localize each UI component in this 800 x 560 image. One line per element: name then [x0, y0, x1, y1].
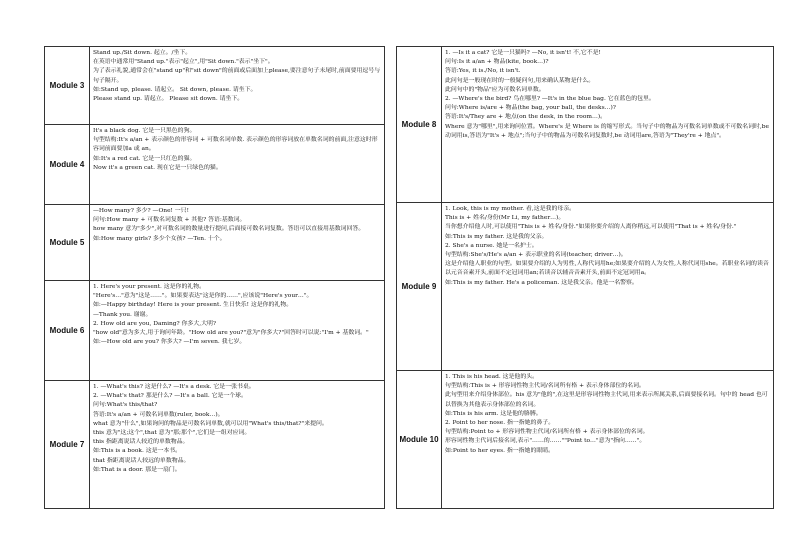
module-content: 1. —Is it a cat? 它是一只猫吗? —No, it isn't! 不,它不是! 问句:Is it a/an + 物品(kite, book…)? 答语:Yes, it is./No, it isn't. 此问句是一般现在时的一般疑问句,用来确认某物是什么。 此问句中的"物品"应为可数名词单数。 2. —Where's the bird? 鸟在哪里? —It's in the blue bag. 它在蓝色的包里。 问句:Where is/are + 物品(the bag, your ball, the desks…)? 答语:It's/They are + 地点(on the desk, in the room…)。 Where 意为"哪里",用来询问位置。Where's 是 Where is 的缩写形式。当句子中的物品为可数名词单数或不可数名词时,be 动词用is,答语为"It's + 地点";当句子中的物品为可数名词复数时,be 动词用are,答语为"They're + 地点"。 [442, 47, 774, 203]
table-row [45, 47, 385, 125]
module-label: Module 3 [45, 47, 90, 125]
module-content: 1. This is his head. 这是他的头。 句型结构:This is + 形容词性物主代词/名词所有格 + 表示身体部位的名词。 此句型用来介绍身体部位。his 意为"他的",在这里是形容词性物主代词,用来表示所属关系,后面要接名词。句中的 head 也可以替换为其他表示身体部位的名词。 如:This is his arm. 这是他的胳膊。 2. Point to her nose. 指一指她的鼻子。 句型结构:Point to + 形容词性物主代词/名词所有格 + 表示身体部位的名词。 形容词性物主代词后接名词,表示"……的……""Point to…"意为"指向……"。 如:Point to her eyes. 指一指她的眼睛。 [442, 371, 774, 509]
module-label: Module 4 [45, 125, 90, 205]
table-row [45, 205, 385, 281]
module-content: It's a black dog. 它是一只黑色的狗。 句型结构:It's a/an + 表示颜色的形容词 + 可数名词单数. 表示颜色的形容词放在单数名词的前面,注意这时形容词前面要加a 或 an。 如:It's a red cat. 它是一只红色的猫。 Now it's a green cat. 现在它是一只绿色的猫。 [90, 125, 385, 205]
module-content: Stand up./Sit down. 起立。/坐下。 在英语中通常用"Stand up."表示"起立",用"Sit down."表示"坐下"。 为了表示礼貌,通常会在"stand up"和"sit down"的前面或后面加上please,要注意句子未尾时,前面要用逗号与句子隔开。 如:Stand up, please. 请起立。 Sit down, please. 请坐下。 Please stand up. 请起立。 Please sit down. 请坐下。 [90, 47, 385, 125]
module-label: Module 6 [45, 281, 90, 381]
module-label: Module 5 [45, 205, 90, 281]
table-row [45, 125, 385, 205]
grammar-table-left [44, 46, 385, 509]
module-label: Module 8 [397, 47, 442, 203]
module-content: 1. —What's this? 这是什么? —It's a desk. 它是一张书桌。 2. —What's that? 那是什么? —It's a ball. 它是一个球。 问句:What's this/that? 答语:It's a/an + 可数名词单数(ruler, book…)。 what 意为"什么",如果询问的物品是可数名词单数,就可以用"What's this/that?"来提问。 this 意为"这;这个",that 意为"那;那个",它们是一组对应词。 this 指距离说话人较近的单数物品。 如:This is a book. 这是一本书。 that 指距离说话人较远的单数物品。 如:That is a door. 那是一扇门。 [90, 381, 385, 509]
right-page [396, 46, 774, 509]
table-row [397, 47, 774, 203]
table-row [397, 203, 774, 371]
module-content: —How many? 多少? —One! 一只! 问句:How many + 可数名词复数 + 其他? 答语:基数词。 how many 意为"多少",对可数名词的数量进行提问,后面接可数名词复数。答语可以直接用基数词回答。 如:How many girls? 多少个女孩? —Ten. 十个。 [90, 205, 385, 281]
left-page [44, 46, 385, 509]
module-content: 1. Here's your present. 这是你的礼物。 "Here's…"意为"这是……"。如果要表达"这是你的……",应该说"Here's your…"。 如:—Happy birthday! Here is your present. 生日快乐! 这是你的礼物。 —Thank you. 谢谢。 2. How old are you, Daming? 你多大,大明? "how old"意为多大,用于询问年龄。"How old are you?"意为"你多大?"回答时可以说:"I'm + 基数词。" 如:—How old are you? 你多大? —I'm seven. 我七岁。 [90, 281, 385, 381]
table-row [397, 371, 774, 509]
module-label: Module 10 [397, 371, 442, 509]
module-content: 1. Look, this is my mother. 看,这是我的母亲。 This is + 姓名/身份(Mr Li, my father…)。 当你想介绍他人时,可以使用"This is + 姓名/身份."如果你要介绍的人离你稍远,可以使用"That is + 姓名/身份." 如:This is my father. 这是我的父亲。 2. She's a nurse. 她是一名护士。 句型结构:She's/He's a/an + 表示职业的名词(teacher, driver…)。 这是介绍他人职业的句型。如果要介绍的人为男性,人称代词用he;如果要介绍的人为女性,人称代词用she。若职业名词的读音以元音音素开头,前面不定冠词用an;若读音以辅音音素开头,前面不定冠词用a。 如:This is my father. He's a policeman. 这是我父亲。他是一名警察。 [442, 203, 774, 371]
table-row [45, 381, 385, 509]
grammar-table-right [396, 46, 774, 509]
module-label: Module 7 [45, 381, 90, 509]
table-row [45, 281, 385, 381]
module-label: Module 9 [397, 203, 442, 371]
